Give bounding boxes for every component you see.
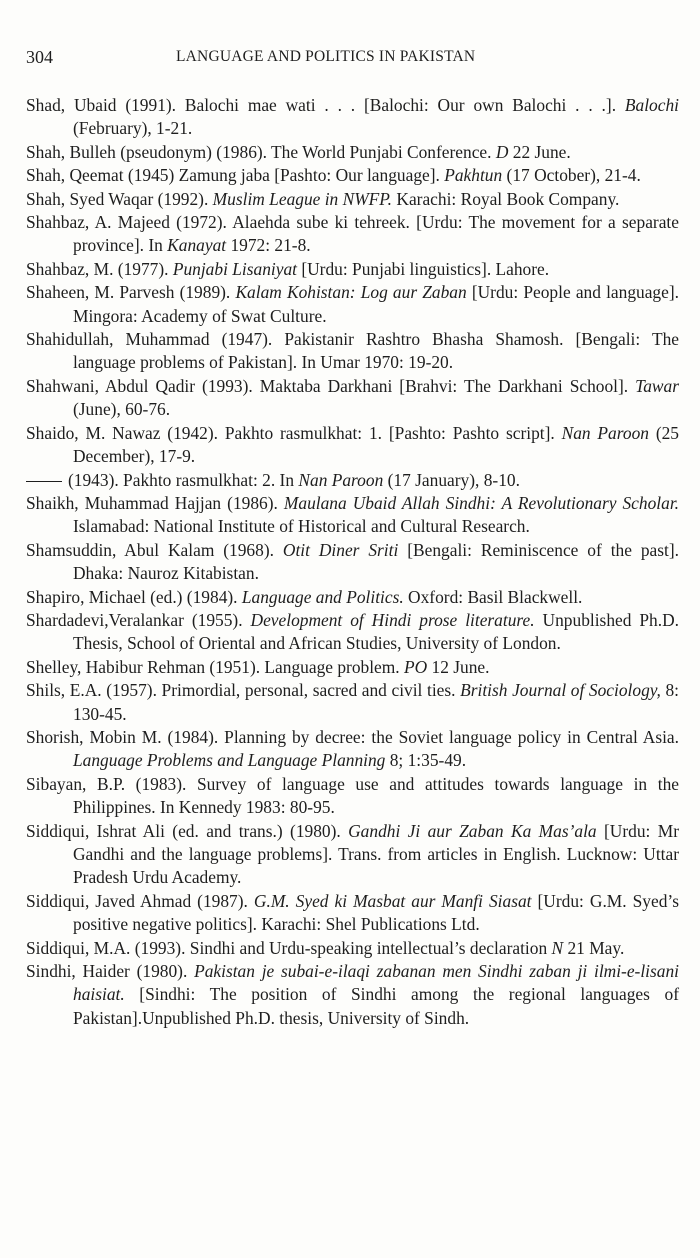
reference-title: Otit Diner Sriti [282, 539, 399, 560]
reference-text: Siddiqui, Ishrat Ali (ed. and trans.) (1980). [26, 820, 349, 841]
reference-details: [Urdu: G.M. Syed’s positive negative politics]. Karachi: Shel Publications Ltd. [73, 890, 680, 935]
reference-details: [Urdu: Punjabi linguistics]. Lahore. [296, 258, 550, 279]
reference-entry [26, 164, 679, 187]
reference-entry [26, 422, 679, 469]
reference-title: Kanayat [167, 235, 227, 256]
reference-text: Shelley, Habibur Rehman (1951). Language problem. [26, 656, 404, 677]
reference-details: Oxford: Basil Blackwell. [403, 586, 583, 607]
reference-title: British Journal of Sociology, [460, 680, 661, 701]
reference-title: Kalam Kohistan: Log aur Zaban [235, 282, 467, 303]
reference-details: [Urdu: People and language]. Mingora: Academy of Swat Culture. [73, 282, 679, 326]
reference-entry [26, 211, 679, 258]
reference-text: Shah, Qeemat (1945) Zamung jaba [Pashto: Our language]. [26, 165, 445, 186]
reference-details: 21 May. [563, 937, 625, 958]
reference-details: (February), 1-21. [73, 118, 193, 139]
reference-title: Balochi [624, 95, 679, 115]
reference-details: Unpublished Ph.D. Thesis, School of Oriental and African Studies, University of London. [73, 609, 679, 654]
reference-entry [26, 375, 679, 422]
reference-details: (June), 60-76. [73, 399, 171, 420]
reference-details: (17 October), 21-4. [502, 165, 641, 186]
reference-entry [26, 539, 679, 586]
reference-entry [26, 960, 679, 1030]
reference-title: Punjabi Lisaniyat [172, 258, 297, 279]
reference-title: Language Problems and Language Planning [73, 750, 386, 771]
reference-entry [26, 820, 679, 890]
reference-entry [26, 586, 679, 609]
reference-entry [26, 679, 679, 726]
reference-entry [26, 188, 679, 211]
reference-text: Shad, Ubaid (1991). Balochi mae wati . . . [Balochi: Our own Balochi . . .]. [26, 95, 625, 115]
reference-entry [26, 328, 679, 375]
reference-text: Shah, Syed Waqar (1992). [26, 188, 213, 209]
running-title: LANGUAGE AND POLITICS IN PAKISTAN [176, 48, 476, 65]
reference-details: (25 December), 17-9. [73, 422, 680, 467]
reference-details: 8: 130-45. [73, 680, 680, 724]
reference-text: Shaido, M. Nawaz (1942). Pakhto rasmulkhat: 1. [Pashto: Pashto script]. [26, 422, 562, 443]
reference-title: Pakistan je subai-e-ilaqi zabanan men Sindhi zaban ji ilmi-e-lisani haisiat. [73, 961, 679, 1005]
reference-title: D [495, 141, 509, 162]
reference-text: Shah, Bulleh (pseudonym) (1986). The World Punjabi Conference. [26, 141, 496, 162]
reference-details: [Sindhi: The position of Sindhi among the regional languages of Pakistan].Unpublished Ph.D. thesis, University of Sindh. [73, 984, 679, 1028]
reference-text: Shahbaz, A. Majeed (1972). Alaehda sube ki tehreek. [Urdu: The movement for a separate province]. In [26, 212, 679, 256]
reference-entry [26, 890, 679, 937]
reference-entry [26, 141, 679, 164]
reference-details: [Bengali: Reminiscence of the past]. Dhaka: Nauroz Kitabistan. [73, 539, 680, 584]
reference-title: Maulana Ubaid Allah Sindhi: A Revolutionary Scholar. [283, 492, 679, 513]
reference-details: 12 June. [427, 656, 490, 677]
reference-details: 1972: 21-8. [226, 235, 311, 256]
reference-text: Shils, E.A. (1957). Primordial, personal, sacred and civil ties. [26, 680, 461, 701]
reference-entry [26, 937, 679, 960]
reference-text: Shahwani, Abdul Qadir (1993). Maktaba Darkhani [Brahvi: The Darkhani School]. [26, 375, 636, 396]
reference-text: Shardadevi,Veralankar (1955). [26, 609, 251, 630]
reference-title: Nan Paroon [561, 422, 649, 443]
reference-title: Language and Politics. [241, 586, 404, 607]
reference-text: Shamsuddin, Abul Kalam (1968). [26, 539, 283, 560]
reference-entry [26, 773, 679, 820]
reference-title: Pakhtun [444, 165, 503, 186]
reference-entry [26, 656, 679, 679]
page-header [26, 42, 676, 72]
reference-text: Shaheen, M. Parvesh (1989). [26, 282, 236, 303]
reference-details: Islamabad: National Institute of Historical and Cultural Research. [73, 516, 530, 537]
reference-entry [26, 258, 679, 281]
reference-details: [Urdu: Mr Gandhi and the language problems]. Trans. from articles in English. Lucknow: Uttar Pradesh Urdu Academy. [73, 820, 679, 888]
reference-title: Muslim League in NWFP. [212, 188, 393, 209]
reference-entry [26, 609, 679, 656]
reference-details: Karachi: Royal Book Company. [392, 188, 620, 209]
ditto-rule [26, 481, 62, 482]
reference-text: Sibayan, B.P. (1983). Survey of language use and attitudes towards language in the Philippines. In Kennedy 1983: 80-95. [26, 773, 679, 818]
reference-text: Shorish, Mobin M. (1984). Planning by decree: the Soviet language policy in Central Asia. [26, 726, 679, 747]
reference-title: Nan Paroon [298, 469, 384, 490]
reference-entry [26, 281, 679, 328]
reference-title: G.M. Syed ki Masbat aur Manfi Siasat [253, 890, 532, 911]
reference-entry [26, 94, 679, 141]
reference-text: Sindhi, Haider (1980). [26, 961, 195, 982]
reference-details: (17 January), 8-10. [383, 469, 520, 490]
reference-list [26, 94, 679, 1030]
reference-entry [26, 469, 679, 492]
reference-title: N [551, 937, 564, 958]
reference-text: Shahidullah, Muhammad (1947). Pakistanir Rashtro Bhasha Shamosh. [Bengali: The language problems of Pakistan]. In Umar 1970: 19-20. [26, 329, 679, 373]
reference-text: Siddiqui, M.A. (1993). Sindhi and Urdu-speaking intellectual’s declaration [26, 937, 552, 958]
reference-details: 8; 1:35-49. [385, 750, 467, 771]
reference-text: Shapiro, Michael (ed.) (1984). [26, 586, 242, 607]
reference-text: (1943). Pakhto rasmulkhat: 2. In [68, 469, 299, 490]
page-number: 304 [26, 47, 53, 67]
reference-title: PO [403, 656, 428, 677]
reference-entry [26, 492, 679, 539]
reference-text: Shaikh, Muhammad Hajjan (1986). [26, 492, 284, 513]
reference-title: Tawar [635, 375, 679, 396]
reference-text: Siddiqui, Javed Ahmad (1987). [26, 890, 254, 911]
reference-details: 22 June. [508, 141, 571, 162]
reference-title: Development of Hindi prose literature. [250, 609, 535, 630]
reference-entry [26, 726, 679, 773]
reference-title: Gandhi Ji aur Zaban Ka Mas’ala [348, 820, 597, 841]
reference-text: Shahbaz, M. (1977). [26, 258, 173, 279]
